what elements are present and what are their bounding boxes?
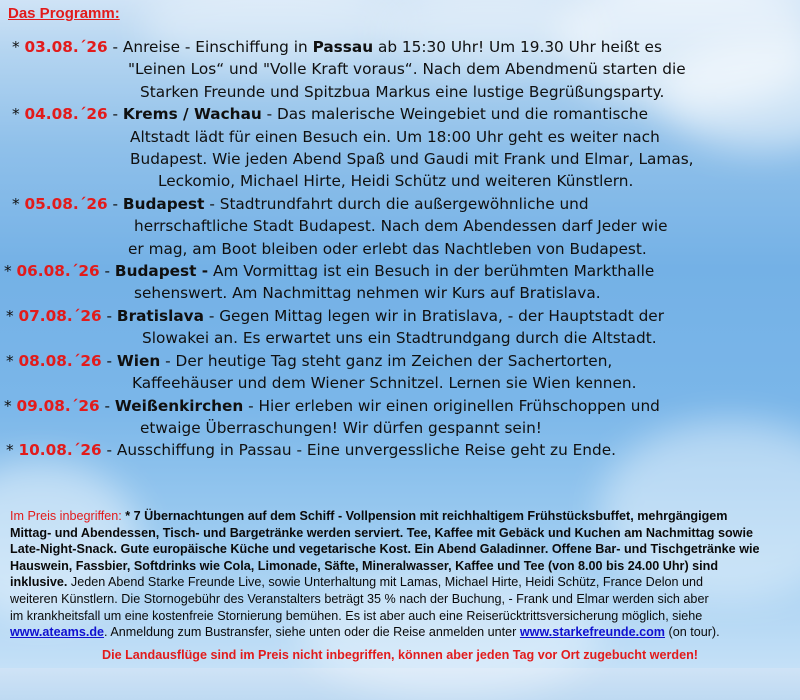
price-info-text: Late-Night-Snack. Gute europäische Küche und vegetarische Kost. Ein Abend Galadinner. Offene Bar- und Tischgetränke wie bbox=[10, 542, 760, 557]
day-date: 05.08.´26 bbox=[24, 194, 108, 213]
day-text: etwaige Überraschungen! Wir dürfen gespannt sein! bbox=[140, 418, 542, 437]
bullet-star: * bbox=[12, 105, 25, 124]
bullet-star: * bbox=[12, 194, 25, 213]
bullet-star: * bbox=[4, 262, 17, 281]
day-separator: - bbox=[107, 38, 123, 56]
day-separator: - bbox=[101, 306, 117, 325]
program-list bbox=[0, 36, 800, 462]
day-text: Kaffeehäuser und dem Wiener Schnitzel. Lernen sie Wien kennen. bbox=[132, 374, 637, 393]
day-place: Passau bbox=[312, 38, 374, 56]
bullet-star: * bbox=[4, 396, 17, 415]
day-text: sehenswert. Am Nachmittag nehmen wir Kurs auf Bratislava. bbox=[134, 284, 601, 303]
price-info-text: inklusive. bbox=[10, 575, 68, 590]
day-text: Starken Freunde und Spitzbua Markus eine lustige Begrüßungsparty. bbox=[140, 82, 665, 101]
bullet-star: * bbox=[12, 38, 25, 56]
price-info-text: Mittag- und Abendessen, Tisch- und Bargetränke werden serviert. Tee, Kaffee mit Gebäck und Kuchen am Nachmittag sowie bbox=[10, 525, 753, 540]
day-date: 06.08.´26 bbox=[16, 262, 100, 281]
bullet-star: * bbox=[6, 441, 19, 460]
day-date: 07.08.´26 bbox=[18, 306, 102, 325]
day-separator: - bbox=[101, 441, 117, 460]
day-place: Bratislava bbox=[116, 306, 204, 325]
day-text: - Stadtrundfahrt durch die außergewöhnliche und bbox=[204, 194, 589, 213]
bullet-star: * bbox=[6, 306, 19, 325]
day-date: 10.08.´26 bbox=[18, 441, 102, 460]
day-place: Weißenkirchen bbox=[114, 396, 244, 415]
price-info-text: Hauswein, Fassbier, Softdrinks wie Cola, Limonade, Säfte, Mineralwasser, Kaffee und Tee (von 8.00 bis 24.00 Uhr) sind bbox=[10, 558, 719, 573]
price-info-label: Im Preis inbegriffen: bbox=[10, 509, 122, 523]
day-text: - Gegen Mittag legen wir in Bratislava, - der Hauptstadt der bbox=[203, 306, 664, 325]
page-title: Das Programm: bbox=[8, 5, 120, 22]
program-day-5 bbox=[0, 305, 800, 350]
price-info-text: (on tour). bbox=[665, 625, 720, 640]
price-info-text: im krankheitsfall um eine kostenfreie Stornierung bemühen. Es ist aber auch eine Reiserücktrittsversicherung möglich, siehe bbox=[10, 608, 703, 623]
day-place: Budapest bbox=[122, 194, 205, 213]
price-info bbox=[10, 508, 796, 641]
program-day-6 bbox=[0, 350, 800, 395]
price-info-text: Jeden Abend Starke Freunde Live, sowie Unterhaltung mit Lamas, Michael Hirte, Heidi Schütz, France Delon und bbox=[67, 575, 704, 590]
price-info-text: . Anmeldung zum Bustransfer, siehe unten oder die Reise anmelden unter bbox=[104, 625, 520, 640]
day-separator: - bbox=[101, 351, 117, 370]
day-text: Budapest. Wie jeden Abend Spaß und Gaudi mit Frank und Elmar, Lamas, bbox=[130, 150, 694, 169]
day-text: er mag, am Boot bleiben oder erlebt das Nachtleben von Budapest. bbox=[128, 239, 647, 258]
link-starkefreunde[interactable]: www.starkefreunde.com bbox=[519, 625, 665, 640]
day-text: Anreise - Einschiffung in bbox=[122, 38, 313, 56]
day-text: - Hier erleben wir einen originellen Frühschoppen und bbox=[243, 396, 660, 415]
price-info-text: * 7 Übernachtungen auf dem Schiff - Vollpension mit reichhaltigem Frühstücksbuffet, mehrgängigem bbox=[121, 509, 728, 523]
program-day-3 bbox=[0, 193, 800, 260]
day-date: 03.08.´26 bbox=[24, 38, 108, 56]
day-text: "Leinen Los“ und "Volle Kraft voraus“. Nach dem Abendmenü starten die bbox=[128, 60, 686, 79]
day-date: 09.08.´26 bbox=[16, 396, 100, 415]
program-day-4 bbox=[0, 260, 800, 305]
day-text: - Das malerische Weingebiet und die romantische bbox=[261, 105, 648, 124]
day-text: - Der heutige Tag steht ganz im Zeichen der Sachertorten, bbox=[160, 351, 613, 370]
day-separator: - bbox=[107, 194, 123, 213]
day-place: Wien bbox=[116, 351, 161, 370]
excursion-note: Die Landausflüge sind im Preis nicht inbegriffen, können aber jeden Tag vor Ort zugebucht werden! bbox=[102, 648, 698, 662]
price-info-text: weiteren Künstlern. Die Stornogebühr des Veranstalters beträgt 35 % nach der Buchung, - Frank und Elmar werden sich aber bbox=[10, 591, 709, 606]
day-text: herrschaftliche Stadt Budapest. Nach dem Abendessen darf Jeder wie bbox=[134, 217, 668, 236]
day-separator: - bbox=[99, 262, 115, 281]
program-day-1 bbox=[0, 36, 800, 103]
link-ateams[interactable]: www.ateams.de bbox=[10, 625, 105, 640]
day-place: Budapest - bbox=[114, 262, 209, 281]
bullet-star: * bbox=[6, 351, 19, 370]
day-text: Altstadt lädt für einen Besuch ein. Um 18:00 Uhr geht es weiter nach bbox=[130, 127, 660, 146]
program-day-8 bbox=[0, 439, 800, 461]
day-separator: - bbox=[107, 105, 123, 124]
day-separator: - bbox=[99, 396, 115, 415]
day-date: 04.08.´26 bbox=[24, 105, 108, 124]
day-text: ab 15:30 Uhr! Um 19.30 Uhr heißt es bbox=[373, 38, 662, 56]
day-text: Am Vormittag ist ein Besuch in der berühmten Markthalle bbox=[208, 262, 655, 281]
program-day-7 bbox=[0, 395, 800, 440]
day-text: Slowakei an. Es erwartet uns ein Stadtrundgang durch die Altstadt. bbox=[142, 329, 657, 348]
day-place: Krems / Wachau bbox=[122, 105, 262, 124]
program-day-2 bbox=[0, 103, 800, 193]
day-text: Ausschiffung in Passau - Eine unvergessliche Reise geht zu Ende. bbox=[116, 441, 616, 460]
day-date: 08.08.´26 bbox=[18, 351, 102, 370]
day-text: Leckomio, Michael Hirte, Heidi Schütz und weiteren Künstlern. bbox=[158, 172, 634, 191]
